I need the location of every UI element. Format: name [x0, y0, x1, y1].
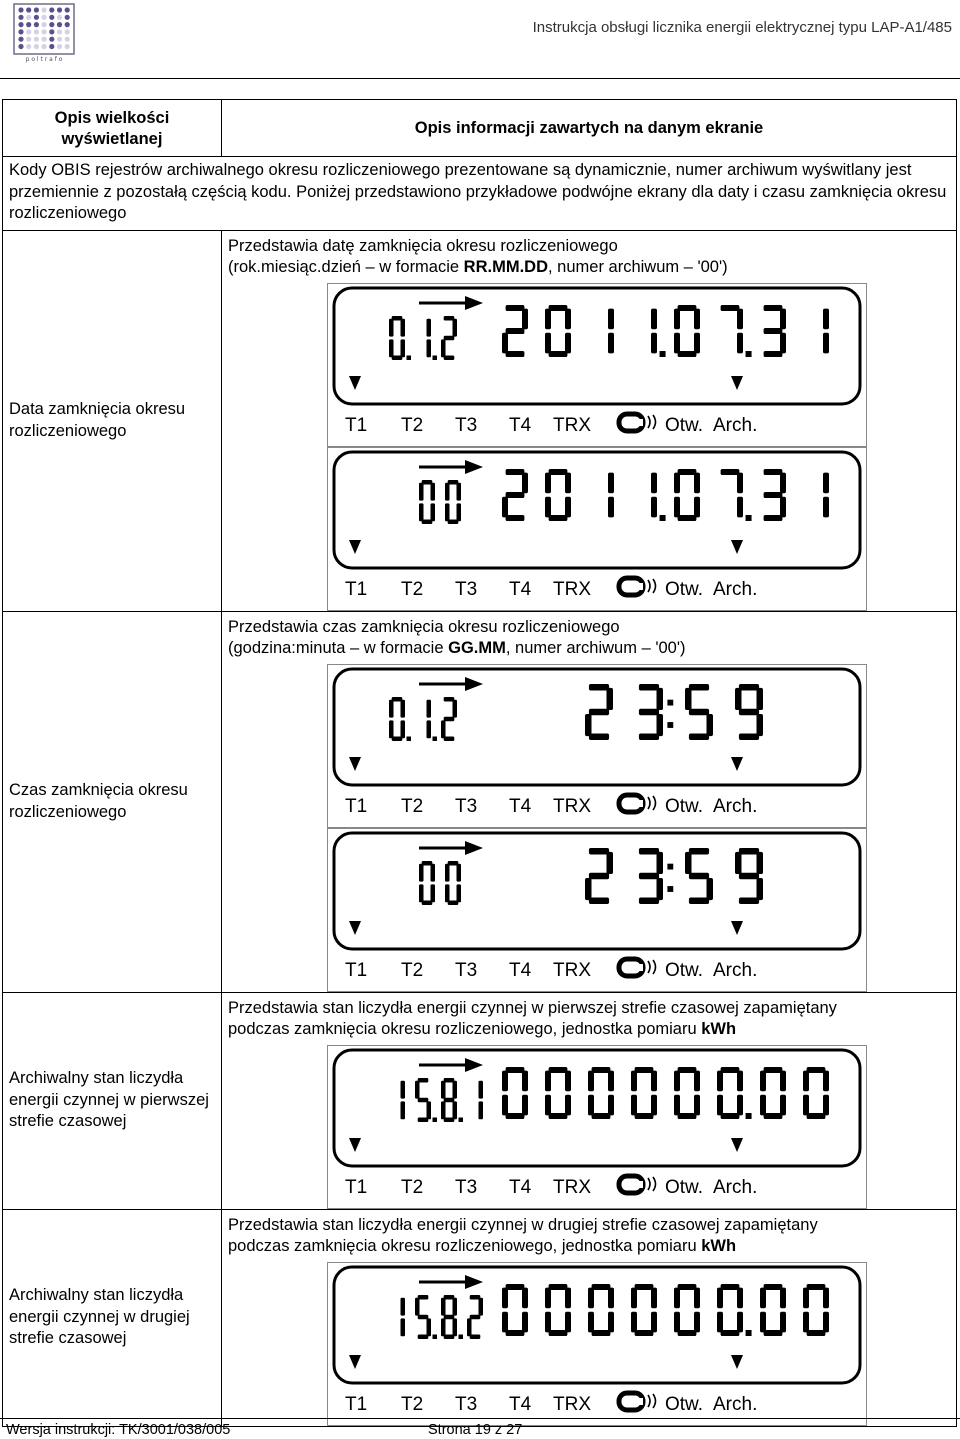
decimal-point [433, 1117, 438, 1122]
row-description: Przedstawia datę zamknięcia okresu rozliczeniowego (rok.miesiąc.dzień – w formacie RR.MM.DD, numer archiwum – '00') [228, 236, 728, 276]
indicator-label-t4: T4 [509, 959, 532, 981]
row-closing-date [3, 230, 957, 611]
display-description-table [2, 99, 957, 1427]
decimal-point [746, 515, 752, 521]
indicator-label-t1: T1 [345, 1176, 368, 1198]
colon-dot [667, 863, 673, 869]
row-description: Przedstawia stan liczydła energii czynnej w pierwszej strefie czasowej zapamiętany podczas zamknięcia okresu rozliczeniowego, jednostka pomiaru kWh [228, 998, 837, 1038]
decimal-point [433, 355, 438, 360]
indicator-label-trx: TRX [553, 414, 591, 436]
lcd-screen [327, 1045, 867, 1209]
row-description: Przedstawia czas zamknięcia okresu rozliczeniowego (godzina:minuta – w formacie GG.MM, numer archiwum – '00') [228, 617, 686, 657]
indicator-label-trx: TRX [553, 1176, 591, 1198]
indicator-label-t3: T3 [455, 959, 478, 981]
open-label: Otw. [665, 414, 704, 436]
col2-header: Opis informacji zawartych na danym ekranie [222, 100, 957, 157]
decimal-point [660, 515, 666, 521]
indicator-label-trx: TRX [553, 795, 591, 817]
indicator-label-t4: T4 [509, 795, 532, 817]
decimal-point [433, 1334, 438, 1339]
indicator-label-t3: T3 [455, 1176, 478, 1198]
footer-page-number: Strona 19 z 27 [428, 1422, 523, 1438]
arch-label: Arch. [713, 959, 758, 981]
lcd-screen [327, 828, 867, 992]
document-title: Instrukcja obsługi licznika energii elektrycznej typu LAP-A1/485 [532, 19, 952, 36]
decimal-point [746, 1330, 752, 1336]
indicator-label-trx: TRX [553, 959, 591, 981]
intro-text: Kody OBIS rejestrów archiwalnego okresu rozliczeniowego prezentowane są dynamicznie, numer archiwum wyświtlany jest przemiennie z pozostałą częścią kodu. Poniżej przedstawiono przykładowe podwójne ekrany dla daty i czasu zamknięcia okresu rozliczeniowego [3, 157, 957, 231]
poltrafo-logo [13, 3, 75, 63]
decimal-point [746, 351, 752, 357]
lcd-screen [327, 447, 867, 611]
arch-label: Arch. [713, 1176, 758, 1198]
row-energy-tariff-1 [3, 992, 957, 1209]
footer-divider [0, 1418, 960, 1419]
row-label: Archiwalny stan liczydła energii czynnej w drugiej strefie czasowej [3, 1209, 222, 1426]
indicator-label-t2: T2 [401, 795, 424, 817]
indicator-label-trx: TRX [553, 578, 591, 600]
colon-dot [667, 886, 673, 892]
indicator-label-t1: T1 [345, 1393, 368, 1415]
indicator-label-t1: T1 [345, 578, 368, 600]
row-label: Czas zamknięcia okresu rozliczeniowego [3, 611, 222, 992]
indicator-label-t3: T3 [455, 578, 478, 600]
open-label: Otw. [665, 959, 704, 981]
indicator-label-t2: T2 [401, 578, 424, 600]
colon-dot [667, 699, 673, 705]
decimal-point [660, 351, 666, 357]
arch-label: Arch. [713, 1393, 758, 1415]
arch-label: Arch. [713, 795, 758, 817]
indicator-label-t2: T2 [401, 1176, 424, 1198]
indicator-label-t1: T1 [345, 795, 368, 817]
decimal-point [459, 1117, 464, 1122]
row-label: Archiwalny stan liczydła energii czynnej w pierwszej strefie czasowej [3, 992, 222, 1209]
arch-label: Arch. [713, 578, 758, 600]
col1-header: Opis wielkości wyświetlanej [3, 100, 222, 157]
indicator-label-t1: T1 [345, 959, 368, 981]
lcd-screen [327, 1262, 867, 1426]
lcd-screen [327, 283, 867, 447]
indicator-label-t1: T1 [345, 414, 368, 436]
indicator-label-t2: T2 [401, 414, 424, 436]
footer-version: Wersja instrukcji: TK/3001/038/005 [6, 1422, 231, 1438]
open-label: Otw. [665, 1393, 704, 1415]
row-description: Przedstawia stan liczydła energii czynnej w drugiej strefie czasowej zapamiętany podczas zamknięcia okresu rozliczeniowego, jednostka pomiaru kWh [228, 1215, 818, 1255]
decimal-point [407, 355, 412, 360]
row-content [222, 230, 957, 611]
indicator-label-t4: T4 [509, 1176, 532, 1198]
indicator-label-t3: T3 [455, 414, 478, 436]
indicator-label-t2: T2 [401, 1393, 424, 1415]
row-energy-tariff-2 [3, 1209, 957, 1426]
decimal-point [459, 1334, 464, 1339]
header-divider [0, 78, 960, 79]
row-content [222, 992, 957, 1209]
indicator-label-t4: T4 [509, 414, 532, 436]
row-content [222, 1209, 957, 1426]
open-label: Otw. [665, 578, 704, 600]
lcd-screen [327, 664, 867, 828]
indicator-label-t2: T2 [401, 959, 424, 981]
svg-text:p o l t r a f o: p o l t r a f o [25, 56, 63, 63]
row-label: Data zamknięcia okresu rozliczeniowego [3, 230, 222, 611]
indicator-label-trx: TRX [553, 1393, 591, 1415]
open-label: Otw. [665, 1176, 704, 1198]
decimal-point [746, 1113, 752, 1119]
colon-dot [667, 722, 673, 728]
indicator-label-t3: T3 [455, 1393, 478, 1415]
open-label: Otw. [665, 795, 704, 817]
row-closing-time [3, 611, 957, 992]
row-content [222, 611, 957, 992]
indicator-label-t4: T4 [509, 1393, 532, 1415]
decimal-point [433, 736, 438, 741]
indicator-label-t3: T3 [455, 795, 478, 817]
arch-label: Arch. [713, 414, 758, 436]
decimal-point [407, 736, 412, 741]
indicator-label-t4: T4 [509, 578, 532, 600]
